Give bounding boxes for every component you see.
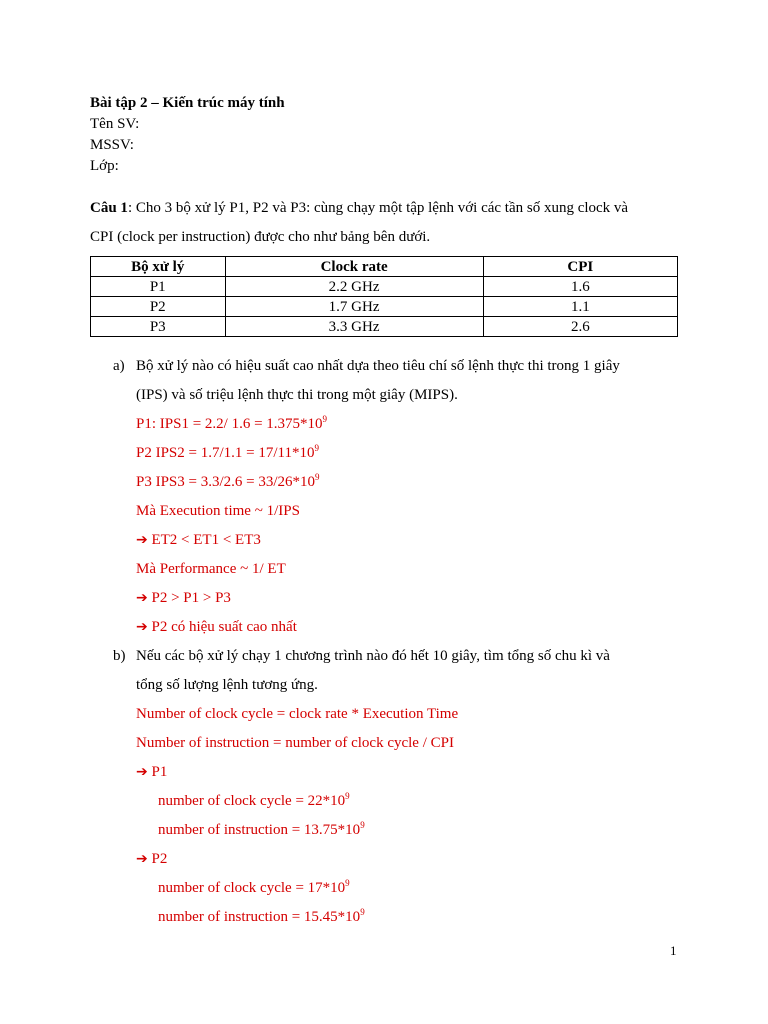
table-header-row bbox=[91, 257, 678, 277]
exponent: 9 bbox=[360, 907, 365, 917]
table-row bbox=[91, 297, 678, 317]
performance-relation: Mà Performance ~ 1/ ET bbox=[136, 561, 286, 577]
ips3-answer bbox=[136, 472, 320, 492]
part-b-text-line2: tổng số lượng lệnh tương ứng. bbox=[136, 677, 318, 693]
table-cell: 1.7 GHz bbox=[225, 297, 483, 317]
et-order bbox=[136, 530, 261, 550]
question1-intro-line2: CPI (clock per instruction) được cho như bảng bên dưới. bbox=[90, 229, 431, 245]
arrow-icon: ➔ bbox=[136, 590, 148, 606]
exponent: 9 bbox=[314, 443, 319, 453]
p1-cycles bbox=[158, 791, 350, 811]
perf-order-text: P2 > P1 > P3 bbox=[151, 590, 231, 606]
ips2-answer bbox=[136, 443, 319, 463]
part-a-label: a) bbox=[113, 358, 125, 374]
exponent: 9 bbox=[345, 791, 350, 801]
p2-heading bbox=[136, 849, 167, 869]
exponent: 9 bbox=[315, 472, 320, 482]
table-cell: P3 bbox=[91, 317, 226, 337]
p2-label: P2 bbox=[151, 851, 168, 867]
question1-intro bbox=[90, 198, 628, 218]
ips3-formula: P3 IPS3 = 3.3/2.6 = 33/26*10 bbox=[136, 474, 316, 490]
table-header-processor: Bộ xử lý bbox=[91, 257, 226, 277]
table-header-cpi: CPI bbox=[483, 257, 677, 277]
question1-label: Câu 1 bbox=[90, 200, 128, 216]
instruction-formula: Number of instruction = number of clock cycle / CPI bbox=[136, 735, 454, 751]
table-row bbox=[91, 277, 678, 297]
table-cell: 2.6 bbox=[483, 317, 677, 337]
exponent: 9 bbox=[345, 878, 350, 888]
exec-time-relation: Mà Execution time ~ 1/IPS bbox=[136, 503, 300, 519]
student-name-field: Tên SV: bbox=[90, 116, 140, 132]
p1-heading bbox=[136, 762, 167, 782]
table-cell: 3.3 GHz bbox=[225, 317, 483, 337]
part-b-text-line1: Nếu các bộ xử lý chạy 1 chương trình nào đó hết 10 giây, tìm tổng số chu kì và bbox=[136, 648, 610, 664]
p1-label: P1 bbox=[151, 764, 168, 780]
ips1-formula: P1: IPS1 = 2.2/ 1.6 = 1.375*10 bbox=[136, 416, 323, 432]
table-cell: P1 bbox=[91, 277, 226, 297]
page-number: 1 bbox=[670, 943, 677, 958]
table-cell: 1.6 bbox=[483, 277, 677, 297]
question1-text: : Cho 3 bộ xử lý P1, P2 và P3: cùng chạy một tập lệnh với các tần số xung clock và bbox=[127, 200, 629, 216]
class-field: Lớp: bbox=[90, 158, 119, 174]
p2-instructions-text: number of instruction = 15.45*10 bbox=[158, 909, 361, 925]
part-b-label: b) bbox=[113, 648, 126, 664]
arrow-icon: ➔ bbox=[136, 619, 148, 635]
arrow-icon: ➔ bbox=[136, 532, 148, 548]
et-order-text: ET2 < ET1 < ET3 bbox=[151, 532, 261, 548]
cycle-formula: Number of clock cycle = clock rate * Execution Time bbox=[136, 706, 459, 722]
table-cell: 2.2 GHz bbox=[225, 277, 483, 297]
processor-table bbox=[90, 256, 678, 337]
table-cell: 1.1 bbox=[483, 297, 677, 317]
part-a-conclusion bbox=[136, 617, 297, 637]
table-header-clock-rate: Clock rate bbox=[225, 257, 483, 277]
exponent: 9 bbox=[360, 820, 365, 830]
p2-instructions bbox=[158, 907, 365, 927]
perf-order bbox=[136, 588, 231, 608]
document-title: Bài tập 2 – Kiến trúc máy tính bbox=[90, 95, 285, 111]
part-a-text-line2: (IPS) và số triệu lệnh thực thi trong một giây (MIPS). bbox=[136, 387, 458, 403]
p2-cycles-text: number of clock cycle = 17*10 bbox=[158, 880, 346, 896]
arrow-icon: ➔ bbox=[136, 851, 148, 867]
table-cell: P2 bbox=[91, 297, 226, 317]
ips1-answer bbox=[136, 414, 327, 434]
p2-cycles bbox=[158, 878, 350, 898]
p1-cycles-text: number of clock cycle = 22*10 bbox=[158, 793, 346, 809]
part-a-conclusion-text: P2 có hiệu suất cao nhất bbox=[151, 619, 297, 635]
p1-instructions-text: number of instruction = 13.75*10 bbox=[158, 822, 361, 838]
part-a-text-line1: Bộ xử lý nào có hiệu suất cao nhất dựa theo tiêu chí số lệnh thực thi trong 1 giây bbox=[136, 358, 620, 374]
table-row bbox=[91, 317, 678, 337]
arrow-icon: ➔ bbox=[136, 764, 148, 780]
ips2-formula: P2 IPS2 = 1.7/1.1 = 17/11*10 bbox=[136, 445, 315, 461]
student-id-field: MSSV: bbox=[90, 137, 134, 153]
p1-instructions bbox=[158, 820, 365, 840]
exponent: 9 bbox=[322, 414, 328, 424]
